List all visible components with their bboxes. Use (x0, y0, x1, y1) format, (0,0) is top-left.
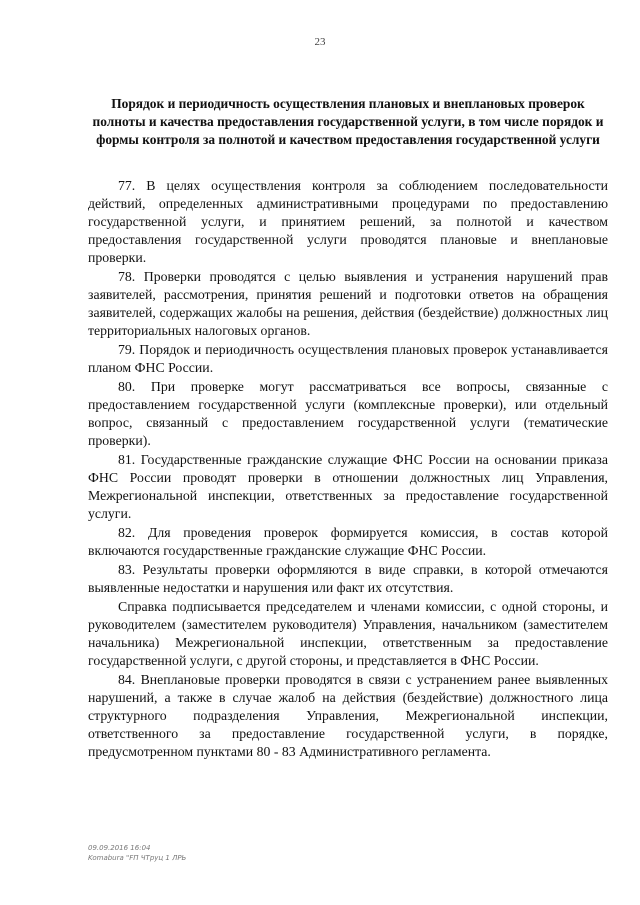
section-heading: Порядок и периодичность осуществления плановых и внеплановых проверок полноты и качества предоставления государственной услуги, в том числе порядок и формы контроля за полнотой и качеством предоставления государственной услуги (92, 96, 604, 147)
paragraph-82: 82. Для проведения проверок формируется комиссия, в состав которой включаются государственные гражданские служащие ФНС России. (88, 525, 608, 558)
paragraph-83: 83. Результаты проверки оформляются в виде справки, в которой отмечаются выявленные недостатки и нарушения или факт их отсутствия. (88, 562, 608, 595)
paragraph-78: 78. Проверки проводятся с целью выявления и устранения нарушений прав заявителей, рассмотрения, принятия решений и подготовки ответов на обращения заявителей, содержащих жалобы на решения, действия (бездействие) должностных лиц территориальных налоговых органов. (88, 269, 608, 338)
paragraph-77: 77. В целях осуществления контроля за соблюдением последовательности действий, определенных административными процедурами по предоставлению государственной услуги, и принятием решений, за полнотой и качеством предоставления государственной услуги проводятся плановые и внеплановые проверки. (88, 178, 608, 265)
paragraph-84: 84. Внеплановые проверки проводятся в связи с устранением ранее выявленных нарушений, а также в случае жалоб на действия (бездействие) должностного лица структурного подразделения Управления, Межрегиональной инспекции, ответственного за предоставление государственной услуги, в порядке, предусмотренном пунктами 80 - 83 Административного регламента. (88, 672, 608, 759)
paragraph-81: 81. Государственные гражданские служащие ФНС России на основании приказа ФНС России проводят проверки в отношении должностных лиц Управления, Межрегиональной инспекции, ответственных за предоставление государственной услуги. (88, 452, 608, 521)
footer-file-reference: Komabura "FП ЧТруц 1 ЛРЬ (88, 854, 187, 862)
body-text (88, 177, 608, 762)
paragraph-83-continued: Справка подписывается председателем и членами комиссии, с одной стороны, и руководителем (заместителем руководителя) Управления, начальником (заместителем начальника) Межрегиональной инспекции, ответственным за предоставление государственной услуги, с другой стороны, и представляется в ФНС России. (88, 599, 608, 668)
paragraph-79: 79. Порядок и периодичность осуществления плановых проверок устанавливается планом ФНС России. (88, 342, 608, 375)
paragraph-80: 80. При проверке могут рассматриваться все вопросы, связанные с предоставлением государственной услуги (комплексные проверки), или отдельный вопрос, связанный с предоставлением государственной услуги (тематические проверки). (88, 379, 608, 448)
footer-timestamp: 09.09.2016 16:04 (88, 844, 151, 852)
footer-stamp (88, 843, 186, 863)
page-number: 23 (314, 36, 326, 48)
